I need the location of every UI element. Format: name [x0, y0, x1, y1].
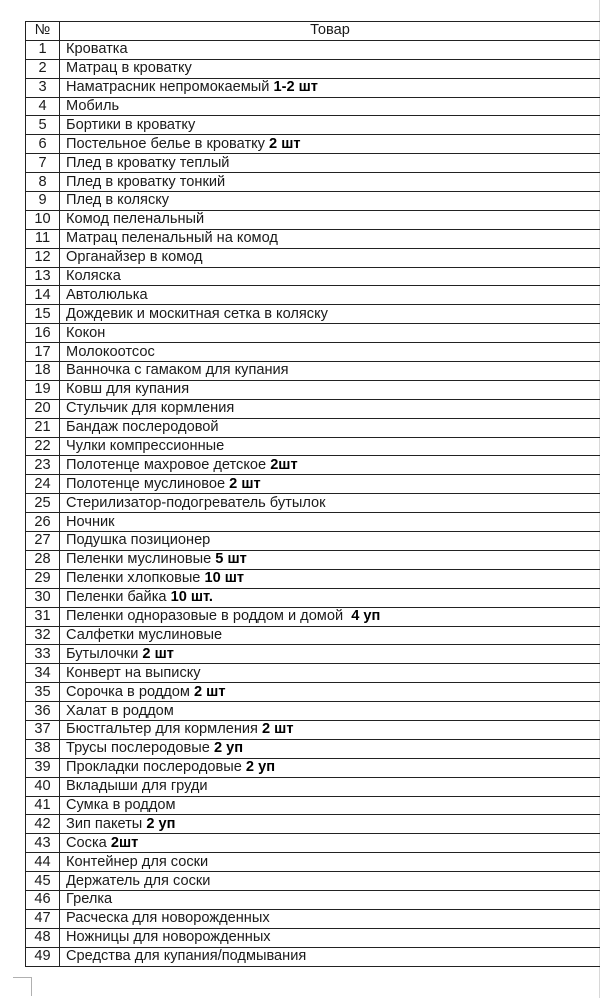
row-number: 15: [26, 305, 60, 324]
item-name: Расческа для новорожденных: [66, 910, 270, 927]
table-row: [26, 210, 600, 229]
table-row: [26, 683, 600, 702]
row-number: 47: [26, 909, 60, 928]
row-item: [60, 796, 600, 815]
table-row: [26, 97, 600, 116]
row-number: 20: [26, 399, 60, 418]
row-item: [60, 702, 600, 721]
table-row: [26, 494, 600, 513]
item-name: Зип пакеты: [66, 815, 147, 832]
table-row: [26, 777, 600, 796]
item-name: Пеленки байка: [66, 589, 171, 606]
table-row: [26, 815, 600, 834]
row-item: [60, 229, 600, 248]
item-quantity: 2шт: [110, 834, 139, 851]
item-name: Трусы послеродовые: [66, 740, 214, 757]
table-row: [26, 588, 600, 607]
row-number: 35: [26, 683, 60, 702]
item-name: Подушка позиционер: [66, 532, 211, 549]
item-quantity: 2 шт: [262, 721, 294, 738]
row-item: [60, 248, 600, 267]
row-item: [60, 739, 600, 758]
item-quantity: 10 шт: [204, 570, 245, 587]
item-name: Халат в роддом: [66, 702, 174, 719]
table-row: [26, 229, 600, 248]
row-number: 3: [26, 78, 60, 97]
item-name: Держатель для соски: [66, 872, 211, 889]
table-row: [26, 324, 600, 343]
table-row: [26, 720, 600, 739]
item-name: Салфетки муслиновые: [66, 626, 223, 643]
row-number: 7: [26, 154, 60, 173]
item-name: Кроватка: [66, 41, 128, 58]
row-number: 25: [26, 494, 60, 513]
table-row: [26, 513, 600, 532]
page-corner-mark: [13, 977, 32, 996]
row-item: [60, 626, 600, 645]
item-quantity: 2 шт: [229, 475, 261, 492]
table-row: [26, 645, 600, 664]
table-row: [26, 59, 600, 78]
table-row: [26, 362, 600, 381]
table-row: [26, 853, 600, 872]
row-number: 27: [26, 532, 60, 551]
row-number: 33: [26, 645, 60, 664]
row-number: 26: [26, 513, 60, 532]
row-item: [60, 532, 600, 551]
row-number: 10: [26, 210, 60, 229]
item-name: Органайзер в комод: [66, 249, 203, 266]
row-number: 31: [26, 607, 60, 626]
item-name: Пеленки муслиновые: [66, 551, 216, 568]
row-number: 12: [26, 248, 60, 267]
table-row: [26, 890, 600, 909]
row-number: 48: [26, 928, 60, 947]
table-row: [26, 909, 600, 928]
row-item: [60, 343, 600, 362]
row-item: [60, 78, 600, 97]
row-item: [60, 890, 600, 909]
row-item: [60, 720, 600, 739]
row-item: [60, 418, 600, 437]
table-row: [26, 947, 600, 966]
item-name: Матрац в кроватку: [66, 60, 192, 77]
item-name: Кокон: [66, 324, 106, 341]
item-quantity: 1-2 шт: [273, 79, 318, 96]
row-number: 42: [26, 815, 60, 834]
item-name: Бюстгальтер для кормления: [66, 721, 263, 738]
row-item: [60, 40, 600, 59]
table-row: [26, 135, 600, 154]
row-number: 44: [26, 853, 60, 872]
item-quantity: 2 шт: [194, 683, 226, 700]
table-row: [26, 305, 600, 324]
row-number: 1: [26, 40, 60, 59]
row-item: [60, 286, 600, 305]
row-item: [60, 475, 600, 494]
item-name: Коляска: [66, 268, 121, 285]
item-name: Полотенце муслиновое: [66, 475, 230, 492]
table-row: [26, 437, 600, 456]
table-row: [26, 796, 600, 815]
item-name: Грелка: [66, 891, 113, 908]
table-row: [26, 626, 600, 645]
table-row: [26, 380, 600, 399]
row-item: [60, 834, 600, 853]
row-number: 29: [26, 569, 60, 588]
column-header-item: Товар: [60, 22, 600, 41]
row-number: 19: [26, 380, 60, 399]
item-name: Плед в кроватку теплый: [66, 154, 230, 171]
table-row: [26, 343, 600, 362]
row-item: [60, 815, 600, 834]
table-row: [26, 928, 600, 947]
row-number: 41: [26, 796, 60, 815]
table-row: [26, 569, 600, 588]
table-row: [26, 475, 600, 494]
item-name: Полотенце махровое детское: [66, 456, 271, 473]
table-row: [26, 532, 600, 551]
row-item: [60, 853, 600, 872]
item-name: Наматрасник непромокаемый: [66, 79, 274, 96]
item-name: Автолюлька: [66, 286, 148, 303]
row-item: [60, 59, 600, 78]
table-row: [26, 550, 600, 569]
row-item: [60, 607, 600, 626]
row-item: [60, 909, 600, 928]
item-quantity: 10 шт.: [170, 589, 213, 606]
row-number: 46: [26, 890, 60, 909]
row-item: [60, 399, 600, 418]
item-name: Бандаж послеродовой: [66, 419, 219, 436]
row-number: 28: [26, 550, 60, 569]
row-number: 32: [26, 626, 60, 645]
row-number: 23: [26, 456, 60, 475]
item-quantity: 2 шт: [142, 645, 174, 662]
row-item: [60, 116, 600, 135]
table-row: [26, 286, 600, 305]
row-number: 37: [26, 720, 60, 739]
item-name: Плед в кроватку тонкий: [66, 173, 226, 190]
row-item: [60, 569, 600, 588]
row-number: 43: [26, 834, 60, 853]
shopping-list-table: [25, 21, 600, 967]
item-name: Сорочка в роддом: [66, 683, 195, 700]
item-quantity: 4 уп: [351, 608, 381, 625]
row-item: [60, 645, 600, 664]
row-item: [60, 210, 600, 229]
item-name: Средства для купания/подмывания: [66, 948, 307, 965]
item-name: Ножницы для новорожденных: [66, 929, 271, 946]
table-row: [26, 154, 600, 173]
row-number: 30: [26, 588, 60, 607]
row-item: [60, 947, 600, 966]
row-item: [60, 664, 600, 683]
row-item: [60, 777, 600, 796]
row-number: 13: [26, 267, 60, 286]
row-number: 17: [26, 343, 60, 362]
row-item: [60, 550, 600, 569]
row-item: [60, 437, 600, 456]
item-name: Сумка в роддом: [66, 796, 176, 813]
item-name: Вкладыши для груди: [66, 778, 208, 795]
table-row: [26, 664, 600, 683]
table-row: [26, 418, 600, 437]
item-name: Чулки компрессионные: [66, 438, 225, 455]
table-row: [26, 739, 600, 758]
row-number: 36: [26, 702, 60, 721]
item-name: Пеленки одноразовые в роддом и домой: [66, 608, 352, 625]
item-name: Дождевик и москитная сетка в коляску: [66, 305, 328, 322]
table-row: [26, 173, 600, 192]
item-name: Матрац пеленальный на комод: [66, 230, 278, 247]
column-header-number: №: [26, 22, 60, 41]
table-row: [26, 116, 600, 135]
row-number: 49: [26, 947, 60, 966]
row-item: [60, 513, 600, 532]
row-item: [60, 588, 600, 607]
row-number: 22: [26, 437, 60, 456]
table-row: [26, 40, 600, 59]
row-number: 21: [26, 418, 60, 437]
row-item: [60, 97, 600, 116]
item-name: Соска: [66, 834, 111, 851]
row-item: [60, 192, 600, 211]
item-name: Молокоотсос: [66, 343, 155, 360]
row-item: [60, 872, 600, 891]
table-row: [26, 607, 600, 626]
table-row: [26, 192, 600, 211]
row-item: [60, 154, 600, 173]
item-name: Прокладки послеродовые: [66, 759, 246, 776]
row-number: 39: [26, 758, 60, 777]
row-number: 16: [26, 324, 60, 343]
row-number: 2: [26, 59, 60, 78]
row-number: 14: [26, 286, 60, 305]
item-quantity: 2 уп: [213, 740, 244, 757]
item-name: Мобиль: [66, 98, 120, 114]
item-quantity: 5 шт: [215, 551, 247, 568]
row-item: [60, 324, 600, 343]
table-header-row: [26, 22, 600, 41]
item-name: Комод пеленальный: [66, 211, 205, 228]
item-quantity: 2 уп: [245, 759, 276, 776]
item-name: Бутылочки: [66, 645, 143, 662]
table-row: [26, 78, 600, 97]
row-item: [60, 362, 600, 381]
row-number: 34: [26, 664, 60, 683]
item-name: Стульчик для кормления: [66, 400, 235, 417]
row-item: [60, 928, 600, 947]
item-name: Постельное белье в кроватку: [66, 135, 270, 152]
table-row: [26, 267, 600, 286]
row-number: 18: [26, 362, 60, 381]
row-item: [60, 494, 600, 513]
row-number: 45: [26, 872, 60, 891]
item-name: Стерилизатор-подогреватель бутылок: [66, 494, 326, 511]
item-quantity: 2 уп: [146, 815, 176, 832]
row-number: 11: [26, 229, 60, 248]
row-number: 40: [26, 777, 60, 796]
row-number: 6: [26, 135, 60, 154]
row-item: [60, 456, 600, 475]
row-item: [60, 135, 600, 154]
table-row: [26, 834, 600, 853]
row-number: 4: [26, 97, 60, 116]
item-name: Ковш для купания: [66, 381, 190, 398]
table-row: [26, 248, 600, 267]
item-name: Ночник: [66, 513, 115, 530]
row-number: 9: [26, 192, 60, 211]
item-name: Плед в коляску: [66, 192, 170, 209]
row-number: 24: [26, 475, 60, 494]
row-item: [60, 683, 600, 702]
row-number: 5: [26, 116, 60, 135]
item-name: Пеленки хлопковые: [66, 570, 205, 587]
table-body: [26, 40, 600, 966]
item-quantity: 2 шт: [269, 135, 301, 152]
row-item: [60, 758, 600, 777]
table-row: [26, 456, 600, 475]
item-name: Бортики в кроватку: [66, 116, 196, 133]
item-name: Ванночка с гамаком для купания: [66, 362, 289, 379]
row-item: [60, 305, 600, 324]
table-row: [26, 702, 600, 721]
item-name: Конверт на выписку: [66, 664, 201, 681]
row-item: [60, 173, 600, 192]
row-number: 8: [26, 173, 60, 192]
item-quantity: 2шт: [270, 456, 298, 473]
table-row: [26, 872, 600, 891]
row-item: [60, 380, 600, 399]
item-name: Контейнер для соски: [66, 853, 209, 870]
row-number: 38: [26, 739, 60, 758]
row-item: [60, 267, 600, 286]
table-row: [26, 758, 600, 777]
table-row: [26, 399, 600, 418]
